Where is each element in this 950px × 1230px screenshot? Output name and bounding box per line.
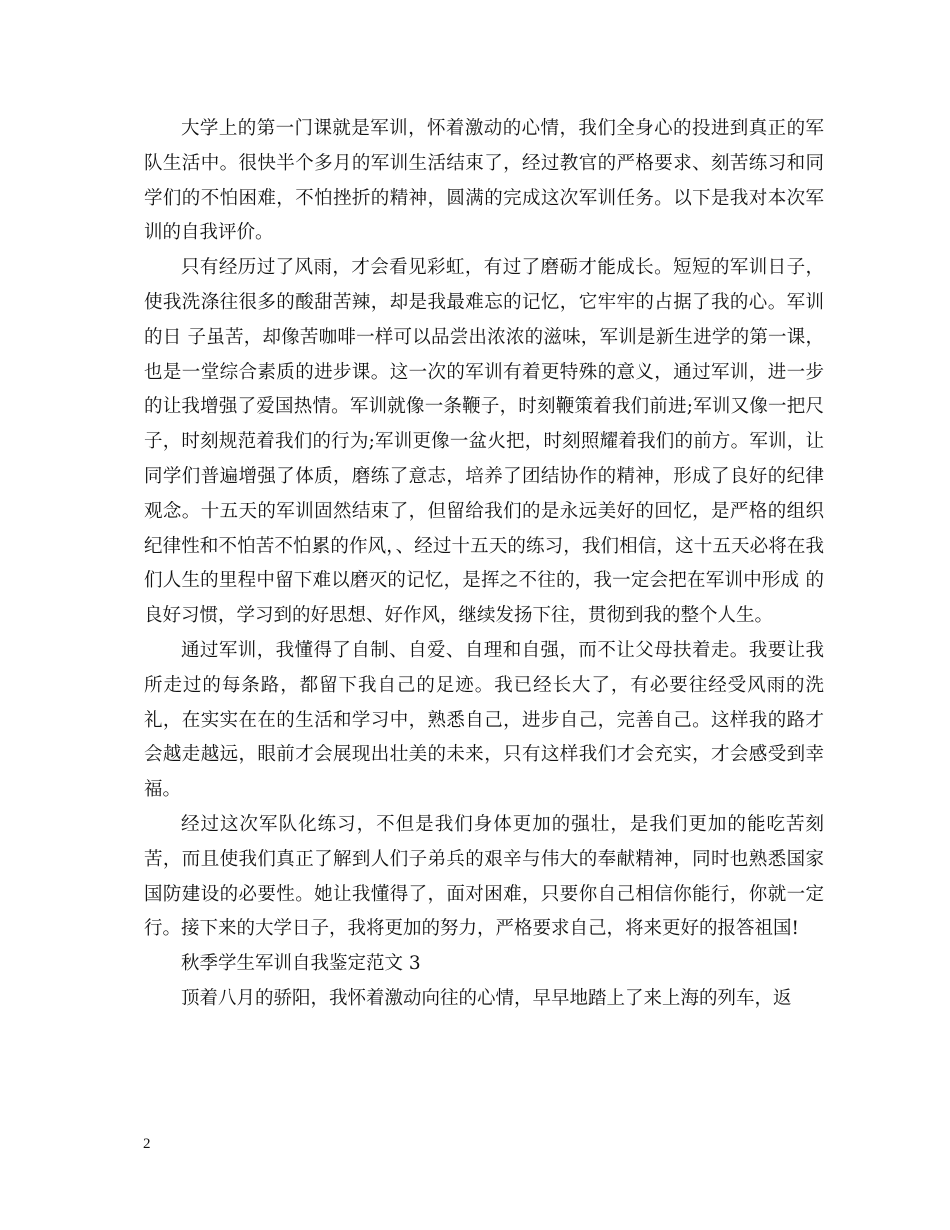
paragraph: 顶着八月的骄阳，我怀着激动向往的心情，早早地踏上了来上海的列车，返 xyxy=(181,987,792,1009)
section-heading: 秋季学生军训自我鉴定范文 3 xyxy=(181,953,421,975)
paragraph: 大学上的第一门课就是军训，怀着激动的心情，我们全身心的投进到真正的军队生活中。很快半个多月的军训生活结束了，经过教官的严格要求、刻苦练习和同学们的不怕困难，不怕挫折的精神，圆满的完成这次军训任务。以下是我对本次军训的自我评价。 xyxy=(144,118,824,244)
document-body xyxy=(144,112,824,1017)
paragraph: 通过军训，我懂得了自制、自爱、自理和自强，而不让父母扶着走。我要让我所走过的每条路，都留下我自己的足迹。我已经长大了，有必要往经受风雨的洗礼，在实实在在的生活和学习中，熟悉自己，进步自己，完善自己。这样我的路才会越走越远，眼前才会展现出壮美的未来，只有这样我们才会充实，才会感受到幸福。 xyxy=(144,639,824,801)
page-number: 2 xyxy=(143,1136,151,1152)
paragraph: 经过这次军队化练习，不但是我们身体更加的强壮，是我们更加的能吃苦刻苦，而且使我们真正了解到人们子弟兵的艰辛与伟大的奉献精神，同时也熟悉国家国防建设的必要性。她让我懂得了，面对困难，只要你自己相信你能行，你就一定行。接下来的大学日子，我将更加的努力，严格要求自己，将来更好的报答祖国! xyxy=(144,813,824,940)
paragraph: 只有经历过了风雨，才会看见彩虹，有过了磨砺才能成长。短短的军训日子，使我洗涤往很多的酸甜苦辣，却是我最难忘的记忆，它牢牢的占据了我的心。军训的日 子虽苦，却像苦咖啡一样可以品尝出浓浓的滋味，军训是新生进学的第一课，也是一堂综合素质的进步课。这一次的军训有着更特殊的意义，通过军训，进一步的让我增强了爱国热情。军训就像一条鞭子，时刻鞭策着我们前进;军训又像一把尺子，时刻规范着我们的行为;军训更像一盆火把，时刻照耀着我们的前方。军训，让 同学们普遍增强了体质，磨练了意志，培养了团结协作的精神，形成了良好的纪律观念。十五天的军训固然结束了，但留给我们的是永远美好的回忆，是严格的组织纪律性和不怕苦不怕累的作风，、经过十五天的练习，我们相信，这十五天必将在我们人生的里程中留下难以磨灭的记忆，是挥之不往的，我一定会把在军训中形成 的良好习惯，学习到的好思想、好作风，继续发扬下往，贯彻到我的整个人生。 xyxy=(144,257,824,627)
